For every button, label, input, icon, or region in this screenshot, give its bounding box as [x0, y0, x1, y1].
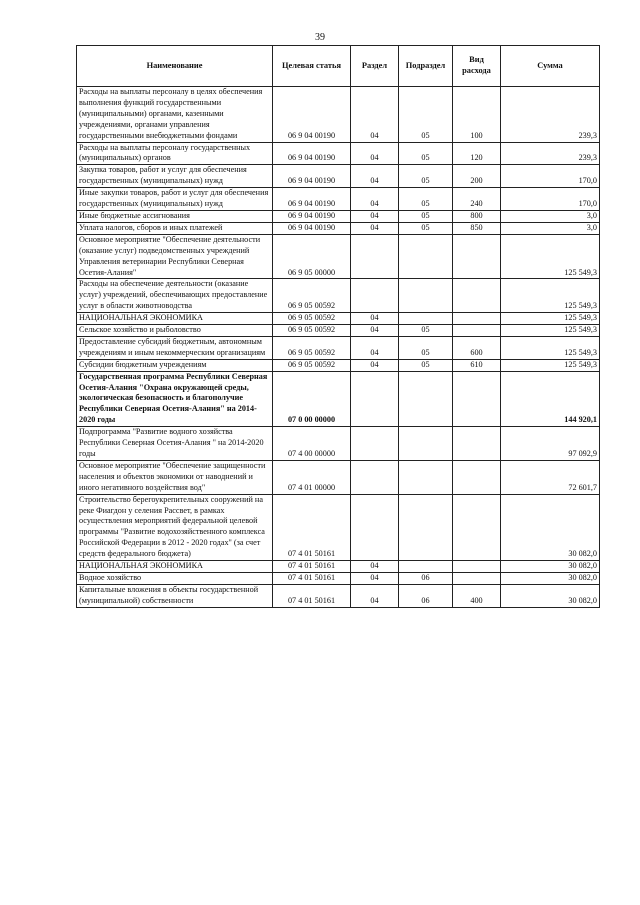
row-amount: 30 082,0 — [501, 572, 600, 584]
row-section: 04 — [351, 210, 399, 222]
table-row — [77, 494, 600, 560]
row-subsection: 05 — [399, 336, 453, 359]
row-target: 06 9 04 00190 — [273, 188, 351, 211]
row-type: 200 — [453, 165, 501, 188]
table-row — [77, 279, 600, 313]
row-section: 04 — [351, 572, 399, 584]
row-type: 610 — [453, 359, 501, 371]
header-amount: Сумма — [501, 46, 600, 87]
row-name: Сельское хозяйство и рыболовство — [77, 325, 273, 337]
row-target: 06 9 04 00190 — [273, 210, 351, 222]
row-subsection — [399, 460, 453, 494]
row-amount: 3,0 — [501, 222, 600, 234]
row-section: 04 — [351, 584, 399, 607]
row-subsection — [399, 494, 453, 560]
row-amount: 125 549,3 — [501, 313, 600, 325]
row-amount: 239,3 — [501, 87, 600, 143]
row-name: НАЦИОНАЛЬНАЯ ЭКОНОМИКА — [77, 561, 273, 573]
row-name: Закупка товаров, работ и услуг для обеспечения государственных (муниципальных) нужд — [77, 165, 273, 188]
row-target: 07 4 01 00000 — [273, 460, 351, 494]
page-number: 39 — [315, 32, 325, 43]
row-type — [453, 313, 501, 325]
row-name: Расходы на выплаты персоналу государственных (муниципальных) органов — [77, 142, 273, 165]
row-target: 06 9 04 00190 — [273, 87, 351, 143]
row-target: 07 4 01 50161 — [273, 584, 351, 607]
row-section — [351, 460, 399, 494]
row-section: 04 — [351, 561, 399, 573]
row-target: 06 9 05 00592 — [273, 325, 351, 337]
row-target: 07 4 01 50161 — [273, 561, 351, 573]
row-type — [453, 279, 501, 313]
row-section — [351, 494, 399, 560]
row-target: 06 9 04 00190 — [273, 142, 351, 165]
table-row — [77, 165, 600, 188]
row-subsection: 05 — [399, 325, 453, 337]
row-subsection: 05 — [399, 142, 453, 165]
row-type — [453, 325, 501, 337]
row-amount: 97 092,9 — [501, 427, 600, 461]
row-section: 04 — [351, 325, 399, 337]
row-subsection: 06 — [399, 572, 453, 584]
row-amount: 239,3 — [501, 142, 600, 165]
table-row — [77, 427, 600, 461]
row-subsection: 06 — [399, 584, 453, 607]
row-type: 240 — [453, 188, 501, 211]
row-target: 06 9 04 00190 — [273, 222, 351, 234]
budget-table — [76, 45, 600, 608]
row-amount: 125 549,3 — [501, 325, 600, 337]
row-subsection — [399, 371, 453, 427]
row-subsection: 05 — [399, 359, 453, 371]
row-name: Иные закупки товаров, работ и услуг для обеспечения государственных (муниципальных) нужд — [77, 188, 273, 211]
row-subsection — [399, 234, 453, 279]
row-type: 100 — [453, 87, 501, 143]
row-type: 400 — [453, 584, 501, 607]
table-body — [77, 87, 600, 608]
row-target: 06 9 05 00592 — [273, 313, 351, 325]
row-section: 04 — [351, 336, 399, 359]
row-target: 06 9 05 00592 — [273, 279, 351, 313]
row-subsection — [399, 561, 453, 573]
row-amount: 30 082,0 — [501, 561, 600, 573]
table-row — [77, 210, 600, 222]
row-section: 04 — [351, 165, 399, 188]
table-row — [77, 142, 600, 165]
row-subsection: 05 — [399, 87, 453, 143]
row-type — [453, 371, 501, 427]
row-name: Водное хозяйство — [77, 572, 273, 584]
row-type — [453, 494, 501, 560]
table-row — [77, 313, 600, 325]
row-section: 04 — [351, 359, 399, 371]
table-row — [77, 460, 600, 494]
row-section — [351, 234, 399, 279]
header-expense-type: Вид расхода — [453, 46, 501, 87]
row-subsection — [399, 313, 453, 325]
row-amount: 170,0 — [501, 188, 600, 211]
row-name: Субсидии бюджетным учреждениям — [77, 359, 273, 371]
table-row — [77, 188, 600, 211]
row-name: Государственная программа Республики Северная Осетия-Алания "Охрана окружающей среды, экологическая безопасность и благополучие Республики Северная Осетия-Алания" на 2014-2020 годы — [77, 371, 273, 427]
row-name: Уплата налогов, сборов и иных платежей — [77, 222, 273, 234]
row-target: 07 4 00 00000 — [273, 427, 351, 461]
table-row — [77, 359, 600, 371]
table-header-row — [77, 46, 600, 87]
table-row — [77, 584, 600, 607]
row-type — [453, 234, 501, 279]
row-target: 06 9 05 00592 — [273, 359, 351, 371]
row-name: Основное мероприятие "Обеспечение деятельности (оказание услуг) подведомственных учреждений Управления ветеринарии Республики Северная Осетия-Алания" — [77, 234, 273, 279]
row-subsection — [399, 427, 453, 461]
row-type: 120 — [453, 142, 501, 165]
header-name: Наименование — [77, 46, 273, 87]
row-amount: 30 082,0 — [501, 584, 600, 607]
row-target: 07 4 01 50161 — [273, 572, 351, 584]
row-target: 07 4 01 50161 — [273, 494, 351, 560]
table-row — [77, 325, 600, 337]
row-name: Капитальные вложения в объекты государственной (муниципальной) собственности — [77, 584, 273, 607]
table-row — [77, 572, 600, 584]
row-name: Предоставление субсидий бюджетным, автономным учреждениям и иным некоммерческим организациям — [77, 336, 273, 359]
row-section: 04 — [351, 87, 399, 143]
header-subsection: Подраздел — [399, 46, 453, 87]
row-name: Строительство берегоукрепительных сооружений на реке Фиагдон у селения Рассвет, в рамках осуществления мероприятий федеральной целевой программы "Развитие водохозяйственного комплекса Российской Федерации в 2012 - 2020 годах" (за счет средств федерального бюджета) — [77, 494, 273, 560]
row-name: Основное мероприятие "Обеспечение защищенности населения и объектов экономики от наводнений и иного негативного воздействия вод" — [77, 460, 273, 494]
row-amount: 170,0 — [501, 165, 600, 188]
row-section: 04 — [351, 222, 399, 234]
table-row — [77, 371, 600, 427]
row-subsection — [399, 279, 453, 313]
row-type — [453, 460, 501, 494]
row-amount: 30 082,0 — [501, 494, 600, 560]
table-row — [77, 222, 600, 234]
row-name: Расходы на выплаты персоналу в целях обеспечения выполнения функций государственными (муниципальными) органами, казенными учреждениями, органами управления государственными внебюджетными фондами — [77, 87, 273, 143]
row-amount: 3,0 — [501, 210, 600, 222]
header-section: Раздел — [351, 46, 399, 87]
row-target: 06 9 05 00000 — [273, 234, 351, 279]
row-amount: 144 920,1 — [501, 371, 600, 427]
row-section: 04 — [351, 313, 399, 325]
row-section — [351, 371, 399, 427]
row-subsection: 05 — [399, 222, 453, 234]
row-type: 800 — [453, 210, 501, 222]
row-name: Иные бюджетные ассигнования — [77, 210, 273, 222]
row-amount: 125 549,3 — [501, 359, 600, 371]
row-amount: 125 549,3 — [501, 234, 600, 279]
row-subsection: 05 — [399, 210, 453, 222]
row-name: НАЦИОНАЛЬНАЯ ЭКОНОМИКА — [77, 313, 273, 325]
row-section: 04 — [351, 188, 399, 211]
row-type — [453, 572, 501, 584]
row-type — [453, 427, 501, 461]
table-row — [77, 234, 600, 279]
row-target: 06 9 05 00592 — [273, 336, 351, 359]
row-name: Подпрограмма "Развитие водного хозяйства Республики Северная Осетия-Алания " на 2014-2020 годы — [77, 427, 273, 461]
row-amount: 72 601,7 — [501, 460, 600, 494]
row-target: 07 0 00 00000 — [273, 371, 351, 427]
row-target: 06 9 04 00190 — [273, 165, 351, 188]
row-subsection: 05 — [399, 188, 453, 211]
row-type: 850 — [453, 222, 501, 234]
row-amount: 125 549,3 — [501, 279, 600, 313]
table-row — [77, 87, 600, 143]
row-type — [453, 561, 501, 573]
row-amount: 125 549,3 — [501, 336, 600, 359]
row-section — [351, 427, 399, 461]
row-section: 04 — [351, 142, 399, 165]
row-subsection: 05 — [399, 165, 453, 188]
header-target: Целевая статья — [273, 46, 351, 87]
row-section — [351, 279, 399, 313]
row-name: Расходы на обеспечение деятельности (оказание услуг) учреждений, обеспечивающих предоставление услуг в области животноводства — [77, 279, 273, 313]
row-type: 600 — [453, 336, 501, 359]
table-row — [77, 561, 600, 573]
table-row — [77, 336, 600, 359]
